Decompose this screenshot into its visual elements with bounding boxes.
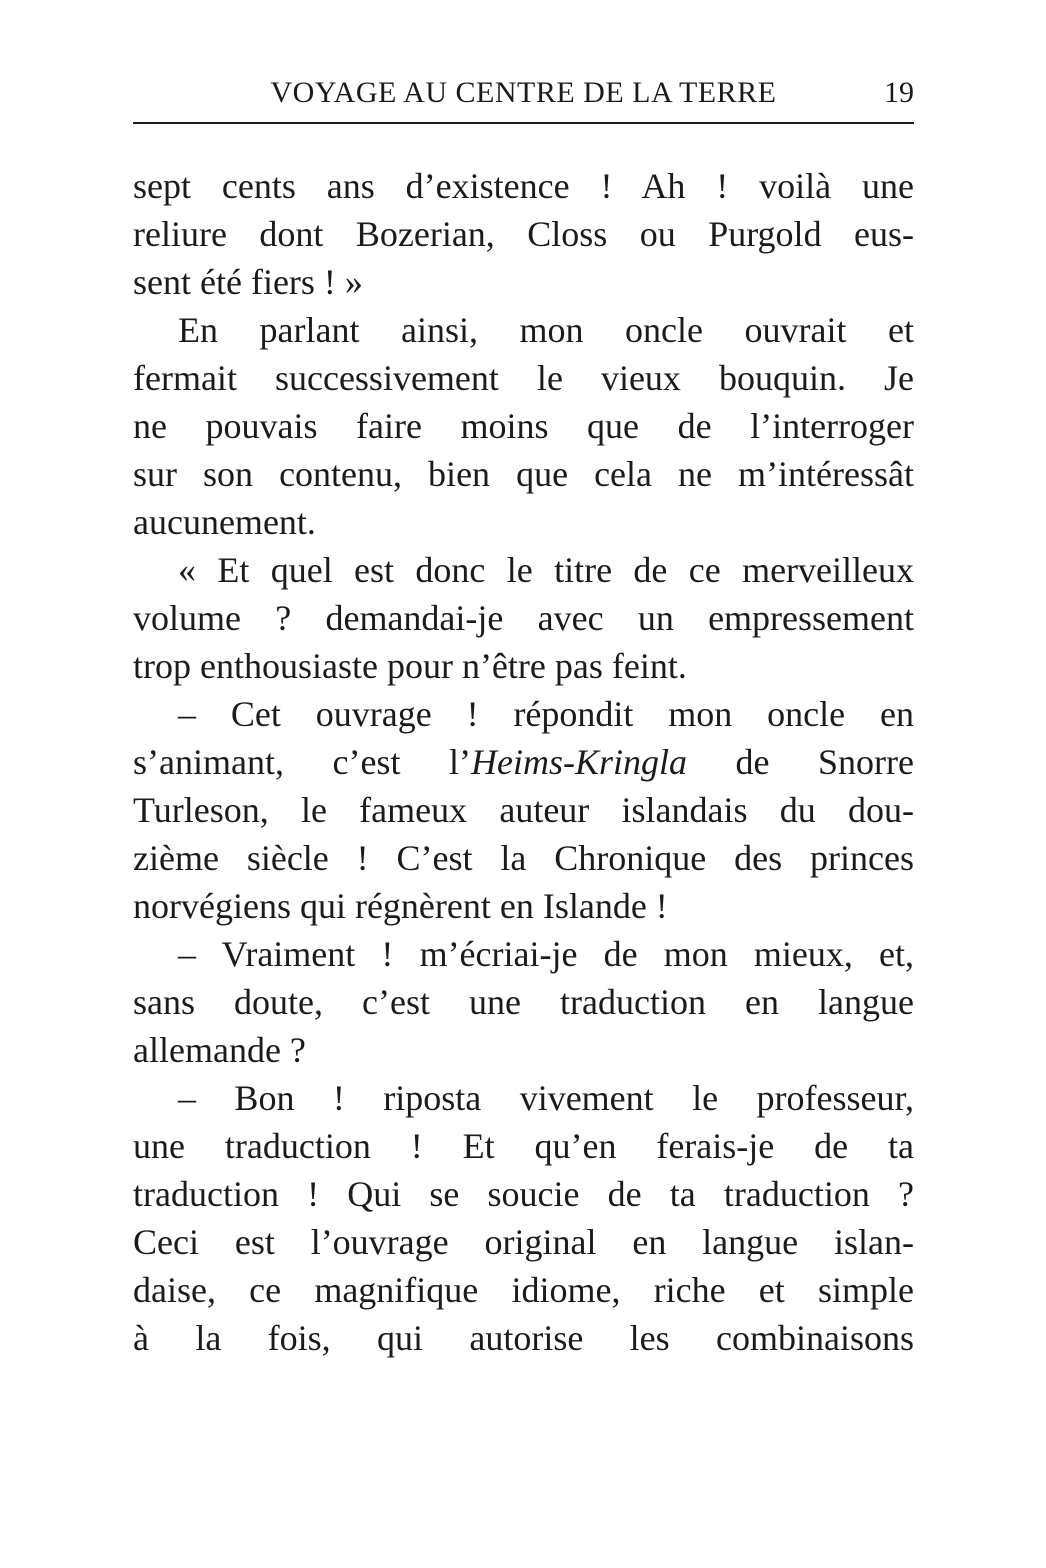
text-line (133, 1314, 914, 1362)
text-line (133, 450, 914, 498)
text-line (133, 930, 914, 978)
text-line (133, 402, 914, 450)
text-line (133, 594, 914, 642)
text-segment: En parlant ainsi, mon oncle ouvrait et (178, 310, 914, 350)
text-line (133, 1170, 914, 1218)
text-segment: fermait successivement le vieux bouquin. Je (133, 358, 914, 398)
header-rule (133, 122, 914, 124)
text-line (133, 306, 914, 354)
text-segment: zième siècle ! C’est la Chronique des princes (133, 838, 914, 878)
text-line (133, 546, 914, 594)
text-segment: s’animant, c’est l’ (133, 742, 471, 782)
text-segment: volume ? demandai-je avec un empressement (133, 598, 914, 638)
page-header (133, 76, 914, 110)
text-line (133, 834, 914, 882)
text-segment: trop enthousiaste pour n’être pas feint. (133, 646, 687, 686)
text-segment: aucunement. (133, 502, 316, 542)
text-segment: daise, ce magnifique idiome, riche et simple (133, 1270, 914, 1310)
text-segment: – Vraiment ! m’écriai-je de mon mieux, et, (178, 934, 914, 974)
text-line (133, 690, 914, 738)
text-segment: norvégiens qui régnèrent en Islande ! (133, 886, 668, 926)
text-segment: – Cet ouvrage ! répondit mon oncle en (178, 694, 914, 734)
text-segment: Ceci est l’ouvrage original en langue islan- (133, 1222, 914, 1262)
text-segment: sept cents ans d’existence ! Ah ! voilà une (133, 166, 914, 206)
text-segment: sans doute, c’est une traduction en langue (133, 982, 914, 1022)
text-line (133, 882, 914, 930)
text-segment: reliure dont Bozerian, Closs ou Purgold eus- (133, 214, 914, 254)
text-line (133, 978, 914, 1026)
text-line (133, 354, 914, 402)
text-segment: une traduction ! Et qu’en ferais-je de ta (133, 1126, 914, 1166)
text-line (133, 1122, 914, 1170)
page-number: 19 (884, 76, 914, 109)
text-segment: traduction ! Qui se soucie de ta traduction ? (133, 1174, 914, 1214)
text-line (133, 642, 914, 690)
text-line (133, 210, 914, 258)
text-line (133, 738, 914, 786)
running-title: VOYAGE AU CENTRE DE LA TERRE (270, 76, 777, 109)
text-block (133, 162, 914, 1362)
text-line (133, 1266, 914, 1314)
text-segment: à la fois, qui autorise les combinaisons (133, 1318, 914, 1358)
text-segment: de Snorre (686, 742, 914, 782)
text-segment: sent été fiers ! » (133, 262, 363, 302)
italic-text-segment: Heims-Kringla (470, 742, 687, 782)
text-line (133, 1026, 914, 1074)
text-line (133, 1218, 914, 1266)
text-segment: Turleson, le fameux auteur islandais du dou- (133, 790, 914, 830)
text-segment: sur son contenu, bien que cela ne m’intéressât (133, 454, 914, 494)
text-line (133, 162, 914, 210)
text-line (133, 498, 914, 546)
text-line (133, 786, 914, 834)
text-line (133, 1074, 914, 1122)
text-line (133, 258, 914, 306)
text-segment: allemande ? (133, 1030, 306, 1070)
text-segment: ne pouvais faire moins que de l’interroger (133, 406, 914, 446)
text-segment: « Et quel est donc le titre de ce merveilleux (178, 550, 914, 590)
text-segment: – Bon ! riposta vivement le professeur, (178, 1078, 914, 1118)
